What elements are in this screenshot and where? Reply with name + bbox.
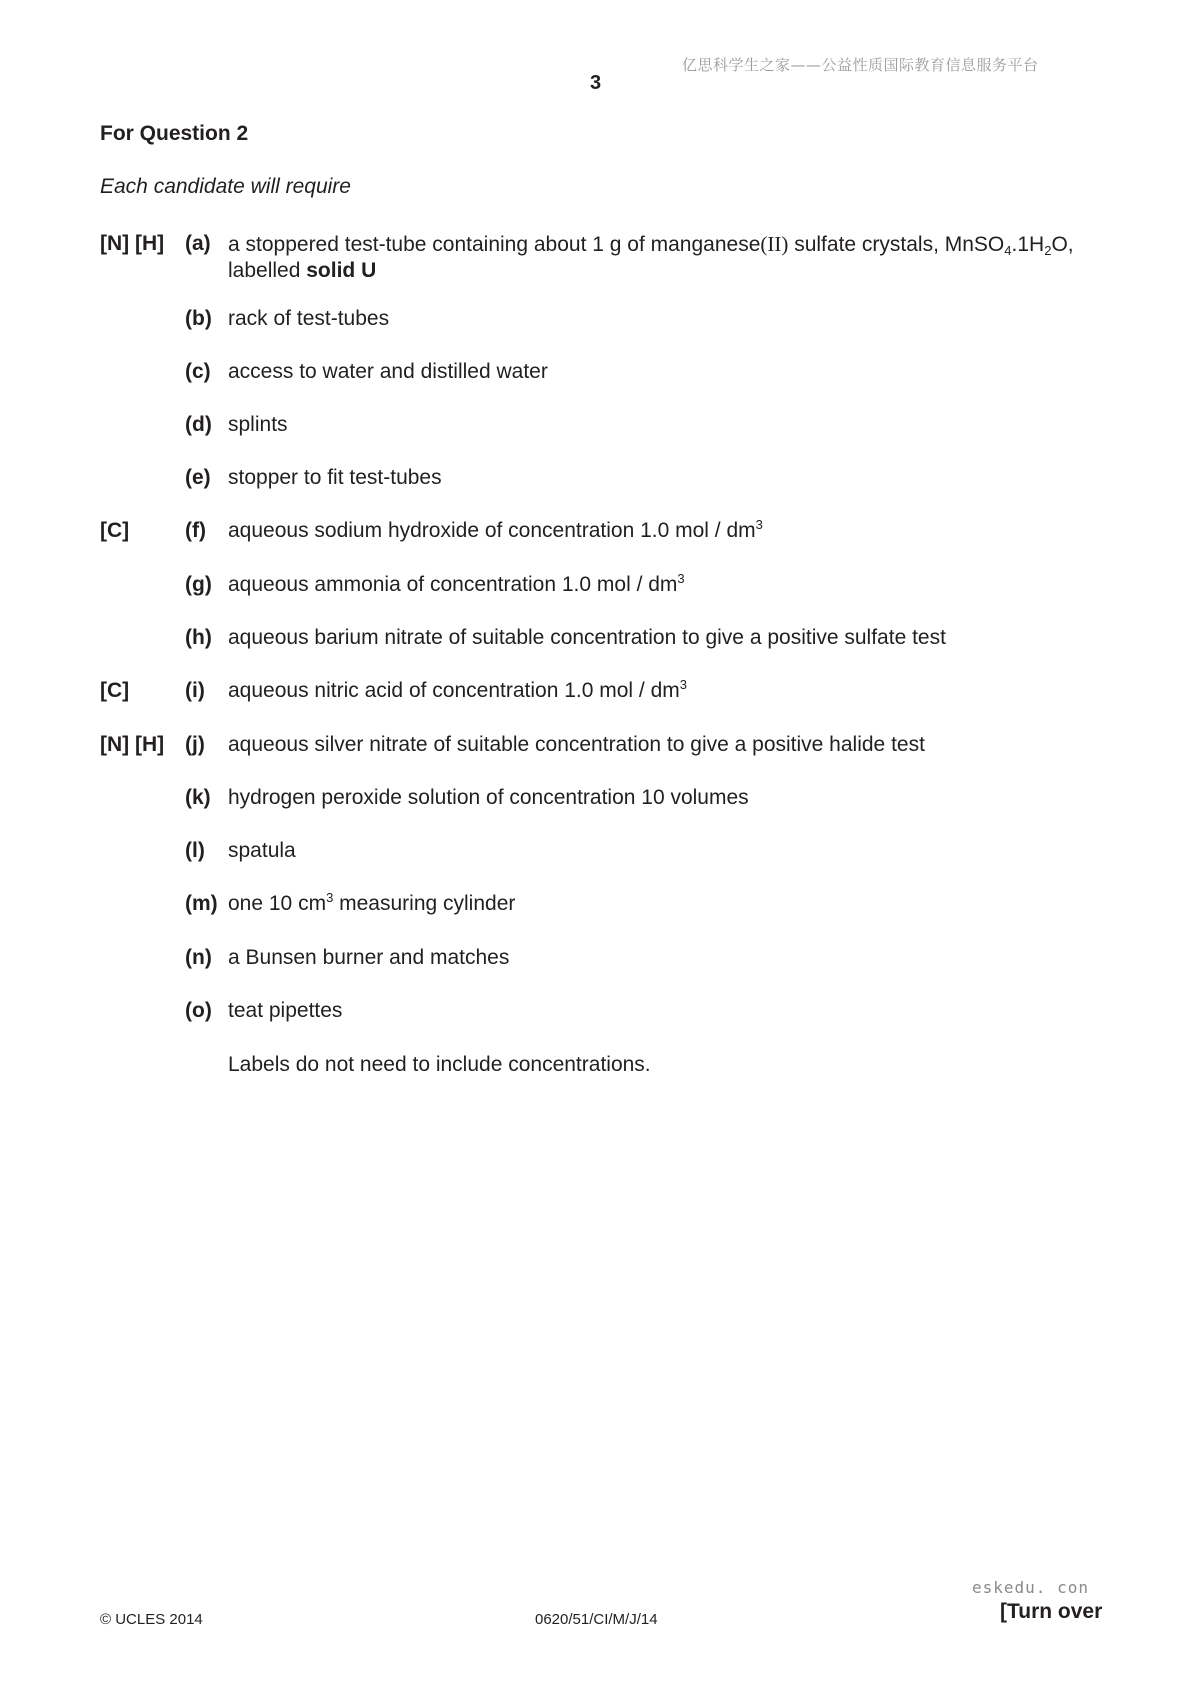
superscript: 3 bbox=[755, 517, 763, 532]
item-letter: (m) bbox=[185, 892, 218, 915]
item-letter: (g) bbox=[185, 573, 212, 596]
intro-text: Each candidate will require bbox=[100, 175, 351, 198]
subscript: 4 bbox=[1004, 243, 1012, 258]
item-letter: (n) bbox=[185, 946, 212, 969]
item-letter: (j) bbox=[185, 733, 205, 756]
item-text: access to water and distilled water bbox=[228, 360, 548, 383]
item-text-part: sulfate crystals, MnSO bbox=[788, 233, 1005, 256]
item-text: teat pipettes bbox=[228, 999, 343, 1022]
item-text-part: O, bbox=[1051, 233, 1074, 256]
item-text bbox=[228, 678, 1108, 704]
item-letter: (b) bbox=[185, 307, 212, 330]
item-text-part: aqueous nitric acid of concentration 1.0 mol / dm bbox=[228, 679, 680, 702]
item-text: rack of test-tubes bbox=[228, 307, 390, 330]
superscript: 3 bbox=[326, 890, 334, 905]
item-text: spatula bbox=[228, 839, 296, 862]
item-text: aqueous silver nitrate of suitable concentration to give a positive halide test bbox=[228, 733, 925, 756]
paper-code: 0620/51/CI/M/J/14 bbox=[535, 1611, 658, 1628]
labels-note: Labels do not need to include concentrations. bbox=[228, 1053, 651, 1076]
item-text bbox=[228, 518, 1108, 544]
turn-over-text: [Turn over bbox=[1000, 1600, 1103, 1623]
item-text: aqueous barium nitrate of suitable concentration to give a positive sulfate test bbox=[228, 626, 946, 649]
item-text-part: aqueous ammonia of concentration 1.0 mol / dm bbox=[228, 573, 678, 596]
copyright-text: © UCLES 2014 bbox=[100, 1611, 203, 1628]
item-letter: (l) bbox=[185, 839, 205, 862]
page-number: 3 bbox=[590, 72, 602, 94]
item-letter: (d) bbox=[185, 413, 212, 436]
item-letter: (k) bbox=[185, 786, 211, 809]
superscript: 3 bbox=[679, 677, 687, 692]
item-letter: (h) bbox=[185, 626, 212, 649]
item-text bbox=[228, 891, 1108, 917]
item-tag: [C] bbox=[100, 679, 130, 702]
item-text-part: one 10 cm bbox=[228, 892, 327, 915]
solid-label: solid U bbox=[306, 259, 377, 282]
item-text: a Bunsen burner and matches bbox=[228, 946, 510, 969]
roman-numeral: (II) bbox=[760, 232, 789, 256]
item-letter: (o) bbox=[185, 999, 212, 1022]
item-letter: (i) bbox=[185, 679, 205, 702]
superscript: 3 bbox=[677, 571, 685, 586]
item-letter: (c) bbox=[185, 360, 211, 383]
item-text bbox=[228, 231, 1108, 284]
item-tag: [C] bbox=[100, 519, 130, 542]
item-text bbox=[228, 572, 1108, 598]
item-text-part: measuring cylinder bbox=[333, 892, 516, 915]
item-text: stopper to fit test-tubes bbox=[228, 466, 442, 489]
site-watermark: eskedu. con bbox=[972, 1578, 1089, 1597]
item-text-part: .1H bbox=[1011, 233, 1045, 256]
item-tag: [N] [H] bbox=[100, 733, 165, 756]
subscript: 2 bbox=[1044, 243, 1052, 258]
item-text-part: labelled bbox=[228, 259, 307, 282]
watermark-text: 亿思科学生之家——公益性质国际教育信息服务平台 bbox=[682, 56, 1039, 74]
item-text-part: a stoppered test-tube containing about 1 g of manganese bbox=[228, 233, 761, 256]
item-letter: (f) bbox=[185, 519, 206, 542]
item-text: splints bbox=[228, 413, 288, 436]
item-letter: (a) bbox=[185, 232, 211, 255]
item-text-part: aqueous sodium hydroxide of concentration 1.0 mol / dm bbox=[228, 519, 756, 542]
question-heading: For Question 2 bbox=[100, 122, 249, 145]
item-tag: [N] [H] bbox=[100, 232, 165, 255]
item-text: hydrogen peroxide solution of concentration 10 volumes bbox=[228, 786, 749, 809]
item-letter: (e) bbox=[185, 466, 211, 489]
